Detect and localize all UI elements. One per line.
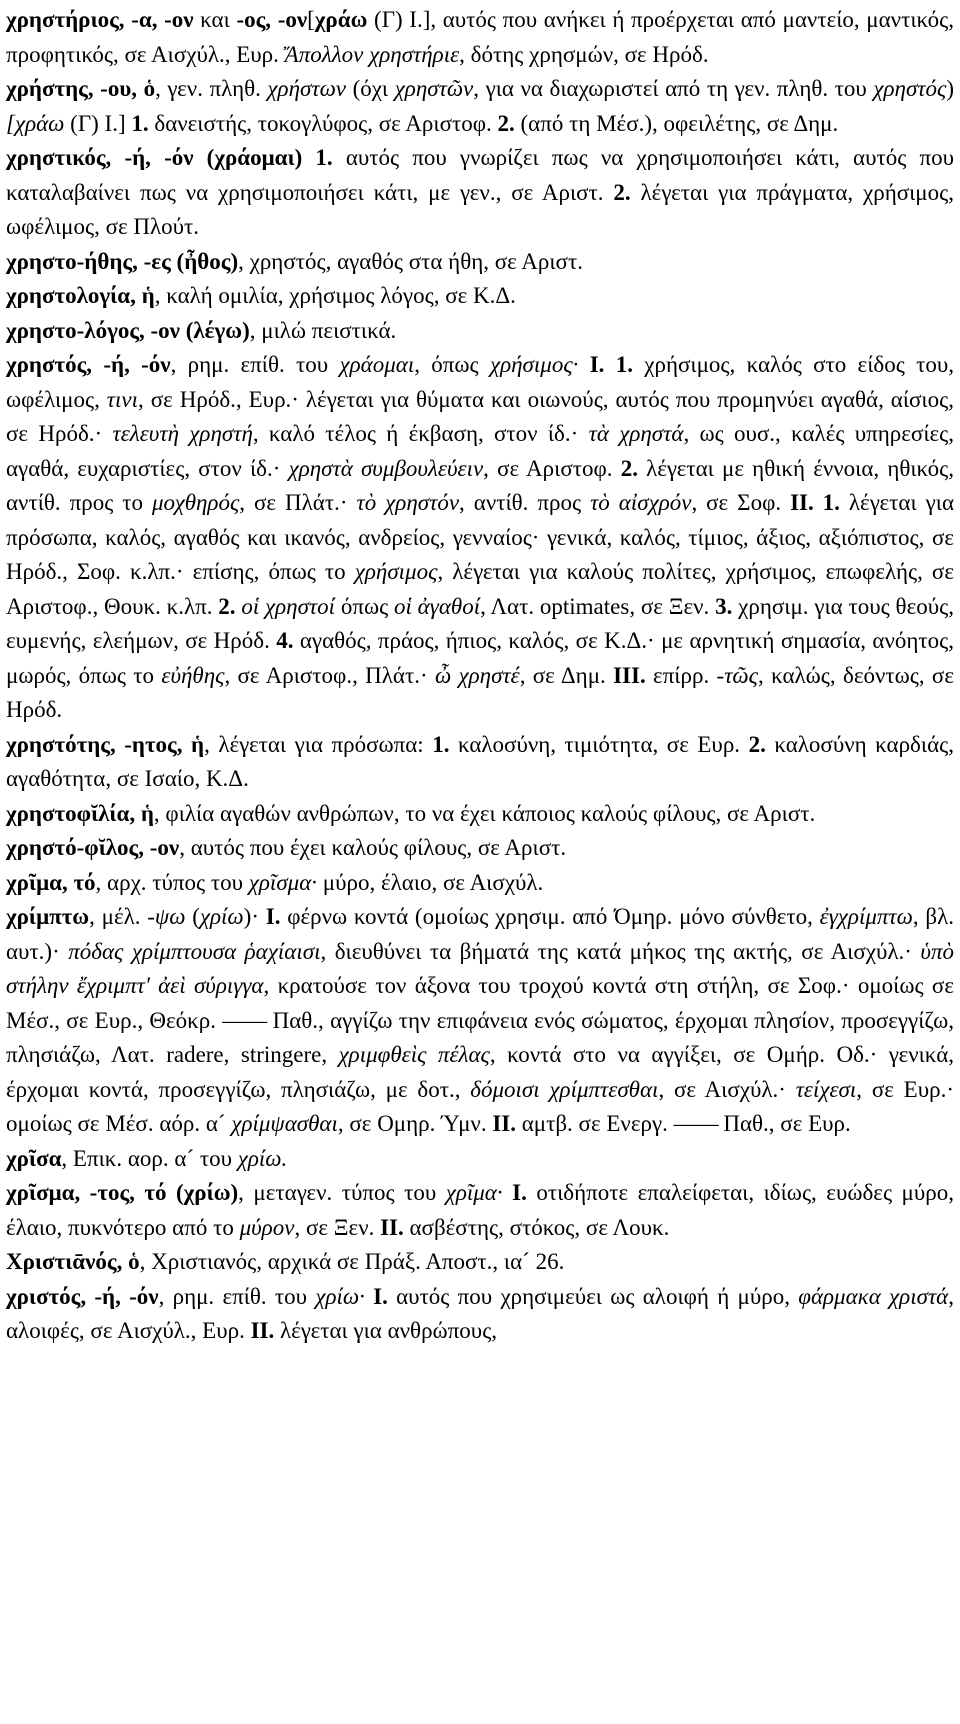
entry-text: οτιδήποτε επαλείφεται, ιδίως, ευώδες μύρο, έλαιο, πυκνότερο από το	[6, 1180, 955, 1240]
entry-text: , ως ουσ., καλές υπηρεσίες, αγαθά, ευχαριστίες, στον ίδ.·	[6, 421, 955, 481]
entry-text: , κρατούσε τον άξονα του τροχού κοντά στη στήλη, σε Σοφ.· ομοίως σε Μέσ., σε Ευρ., Θεόκρ.	[6, 973, 954, 1033]
sense-number: -ος, -ον	[236, 7, 308, 32]
entry-text	[302, 145, 315, 170]
entry-text: , λέγεται για καλούς πολίτες, χρήσιμος, επωφελής, σε Αριστοφ., Θουκ. κ.λπ.	[6, 559, 954, 619]
entry-text: , σε Αριστοφ., Πλάτ.·	[224, 662, 435, 688]
greek-citation: εὐήθης	[161, 662, 225, 688]
entry-text: , για να διαχωριστεί από τη γεν. πληθ. του	[473, 76, 874, 101]
greek-citation: χριμφθεὶς πέλας	[338, 1042, 490, 1067]
entry-text: λέγεται για πρόσωπα, καλός, αγαθός και ικανός, ανδρείος, γενναίος· γενικά, καλός, τίμιος, άξιος, αξιόπιστος, σε Ηρόδ., Σοφ. κ.λπ.· επίσης, όπως το	[6, 490, 954, 584]
entry-text: (	[185, 904, 200, 929]
entry-text: και	[193, 7, 237, 32]
entry-text: , χρηστός, αγαθός στα ήθη, σε Αριστ.	[238, 248, 583, 274]
entry-text: , όπως	[414, 352, 490, 377]
entry-text: , σε Ευρ.· ομοίως σε Μέσ. αόρ. α´	[6, 1076, 954, 1136]
entry-text: , σε Πλάτ.·	[239, 490, 357, 515]
entry-text: , φιλία αγαθών ανθρώπων, το να έχει κάποιος καλούς φίλους, σε Αριστ.	[153, 800, 816, 826]
sense-number: 2.	[218, 593, 236, 619]
sense-number: 2.	[748, 731, 766, 757]
dictionary-entry	[6, 831, 954, 866]
entry-headword: χρίμπτω	[6, 904, 90, 929]
greek-citation: φάρμακα χριστά	[798, 1283, 949, 1309]
entry-text: Παθ., σε Ευρ.	[717, 1111, 851, 1136]
entry-text: , μιλώ πειστικά.	[249, 317, 397, 343]
sense-number: 2.	[497, 110, 515, 136]
entry-text: λέγεται για ανθρώπους,	[274, 1318, 498, 1343]
entry-text: , αυτός που έχει καλούς φίλους, σε Αριστ.	[179, 835, 567, 860]
entry-text: καλοσύνη, τιμιότητα, σε Ευρ.	[449, 731, 749, 757]
entry-text: )·	[243, 904, 266, 929]
greek-citation: χρηστός	[873, 76, 947, 101]
entry-headword: χρηστός, -ή, -όν	[6, 352, 171, 377]
entry-text: ασβέστης, στόκος, σε Λουκ.	[403, 1214, 670, 1240]
entry-headword: χρηστολογία, ἡ	[6, 283, 155, 308]
greek-citation: τείχεσι	[795, 1076, 857, 1102]
sense-number: 1.	[131, 110, 149, 136]
entry-text: , σε Αισχύλ.·	[658, 1076, 796, 1102]
greek-citation: ὑπὸ στήλην ἔχριμπτ' ἀεὶ σύριγγα	[6, 938, 954, 998]
entry-text: , κοντά στο να αγγίξει, σε Ομήρ. Οδ.· γενικά, έρχομαι κοντά, προσεγγίζω, πλησιάζω, με δοτ.,	[6, 1042, 954, 1102]
entry-text: αυτός που γνωρίζει πως να χρησιμοποιήσει κάτι, αυτός που καταλαβαίνει πως να χρησιμοποιήσει κάτι, με γεν., σε Αριστ.	[6, 145, 955, 205]
em-dash: ——	[222, 1007, 267, 1033]
entry-headword: χρῖμα, τό	[6, 869, 96, 895]
greek-citation: χράομαι	[339, 352, 415, 377]
greek-citation: χρήστων	[267, 76, 347, 101]
entry-text: , διευθύνει τα βήματά της κατά μήκος της ακτής, σε Αισχύλ.·	[320, 938, 921, 964]
sense-number: 4.	[276, 628, 294, 653]
dictionary-entry	[6, 900, 954, 1142]
greek-citation: τὰ χρηστά	[588, 421, 684, 446]
entry-headword: χριστός, -ή, -όν	[6, 1283, 159, 1309]
entry-headword: χρηστικός, -ή, -όν (χράομαι)	[6, 145, 303, 170]
entry-text: , καλώς, δεόντως, σε Ηρόδ.	[6, 662, 954, 722]
entry-text: (όχι	[346, 76, 395, 101]
entry-headword: χρηστο-ήθης, -ες (ἦθος)	[6, 248, 239, 274]
entry-text: λέγεται για πράγματα, χρήσιμος, ωφέλιμος, σε Πλούτ.	[6, 179, 954, 239]
entry-text: αμτβ. σε Ενεργ.	[515, 1111, 674, 1136]
entry-headword: χρηστό-φῐλος, -ον	[6, 835, 180, 860]
entry-headword: χρηστότης, -ητος, ἡ	[6, 731, 205, 757]
entry-text: αυτός που χρησιμεύει ως αλοιφή ή μύρο,	[387, 1283, 799, 1309]
sense-number: ΙΙΙ.	[613, 662, 646, 688]
greek-citation: χρηστῶν	[394, 76, 474, 101]
entry-text: , αντίθ. προς	[459, 490, 591, 515]
dictionary-entry	[6, 141, 954, 245]
greek-citation: μοχθηρός	[152, 490, 240, 515]
greek-citation: ἐγχρίμπτω	[819, 904, 913, 929]
greek-citation: μύρον	[239, 1214, 295, 1240]
sense-number: 2.	[620, 455, 638, 481]
greek-citation: δόμοισι χρίμπτεσθαι	[470, 1076, 659, 1102]
dictionary-entry	[6, 348, 954, 728]
entry-text: (Γ) Ι.], αυτός που ανήκει ή προέρχεται από μαντείο, μαντικός, προφητικός, σε Αισχύλ., Ευρ.	[6, 7, 954, 67]
sense-number: 1.	[315, 145, 333, 170]
entry-text: επίρρ.	[645, 662, 717, 688]
greek-citation: χρίω.	[237, 1145, 288, 1171]
entry-text: καλοσύνη καρδιάς, αγαθότητα, σε Ισαίο, Κ.Δ.	[6, 731, 954, 791]
sense-number: ΙΙ.	[492, 1111, 516, 1136]
sense-number: Ι.	[373, 1283, 388, 1309]
dictionary-entry	[6, 797, 954, 832]
em-dash: ——	[673, 1111, 718, 1136]
entry-text: [	[307, 7, 315, 32]
greek-citation: τελευτὴ χρηστή	[112, 421, 253, 446]
dictionary-entry	[6, 1245, 954, 1280]
greek-citation: οἱ χρηστοί	[241, 593, 336, 619]
sense-number: 2.	[613, 179, 631, 205]
entry-text: μύρο, έλαιο, σε Αισχύλ.	[317, 869, 544, 895]
sense-number: ΙΙ. 1.	[790, 490, 840, 515]
entry-text: Παθ., αγγίζω την επιφάνεια ενός σώματος, έρχομαι πλησίον, προσεγγίζω, πλησιάζω, Λατ. radere, stringere,	[6, 1007, 954, 1067]
entry-headword: Χριστιᾱνός, ὁ	[6, 1249, 140, 1274]
greek-citation: χρηστὰ συμβουλεύειν	[288, 455, 484, 481]
greek-citation: Ἄπολλον χρηστήριε	[284, 41, 460, 67]
entry-text: , μέλ.	[89, 904, 148, 929]
entry-text	[365, 1284, 373, 1309]
greek-citation: χρίω·	[315, 1283, 365, 1309]
entry-headword: χρῖσα	[6, 1145, 62, 1171]
entry-text: , Επικ. αορ. α´ του	[61, 1145, 238, 1171]
dictionary-entry	[6, 314, 954, 349]
entry-text: , Λατ. optimates, σε Ξεν.	[480, 593, 716, 619]
greek-citation: χρήσιμος	[354, 559, 438, 584]
entry-text: , ρημ. επίθ. του	[158, 1283, 316, 1309]
greek-citation: τινι	[106, 386, 139, 412]
sense-number: χράω	[314, 7, 368, 32]
greek-citation: πόδας χρίμπτουσα ῥαχίαισι	[68, 938, 321, 964]
entry-text: , καλό τέλος ή έκβαση, στον ίδ.·	[252, 421, 589, 446]
entry-text: όπως	[335, 593, 394, 619]
entry-text: , σε Ομηρ. Ύμν.	[337, 1111, 493, 1136]
entry-headword: χρηστοφῐλία, ἡ	[6, 800, 154, 826]
entry-text: , σε Αριστοφ.	[483, 455, 621, 481]
entry-text: , σε Δημ.	[519, 662, 614, 688]
entry-text: , βλ. αυτ.)·	[6, 904, 954, 964]
entry-text: χρησιμ. για τους θεούς, ευμενής, ελεήμων, σε Ηρόδ.	[6, 593, 954, 653]
entry-text: (Γ) Ι.]	[64, 110, 132, 136]
greek-citation: ὦ χρηστέ	[434, 662, 520, 688]
entry-text: , σε Σοφ.	[691, 490, 791, 515]
entry-text: , λέγεται για πρόσωπα:	[204, 731, 433, 757]
entry-text: φέρνω κοντά (ομοίως χρησιμ. από Όμηρ. μόνο σύνθετο,	[280, 904, 820, 929]
sense-number: 1.	[432, 731, 450, 757]
entry-text: , δότης χρησμών, σε Ηρόδ.	[459, 41, 709, 67]
entry-headword: χρήστης, -ου, ὁ	[6, 76, 156, 101]
sense-number: ΙΙ.	[380, 1214, 404, 1240]
entry-text: , μεταγεν. τύπος του	[238, 1180, 446, 1205]
entry-text: αγαθός, πράος, ήπιος, καλός, σε Κ.Δ.· με αρνητική σημασία, ανόητος, μωρός, όπως το	[6, 628, 954, 688]
entry-text	[503, 1180, 513, 1205]
entry-text: , αλοιφές, σε Αισχύλ., Ευρ.	[6, 1283, 954, 1343]
greek-citation: -τῶς	[716, 662, 758, 688]
greek-citation: [χράω	[6, 110, 65, 136]
dictionary-entry	[6, 728, 954, 797]
entry-headword: χρηστο-λόγος, -ον (λέγω)	[6, 317, 250, 343]
entry-text: , καλή ομιλία, χρήσιμος λόγος, σε Κ.Δ.	[154, 283, 516, 308]
greek-citation: χρίω	[199, 904, 244, 929]
dictionary-entry	[6, 279, 954, 314]
entry-text: χρήσιμος, καλός στο είδος του, ωφέλιμος,	[6, 352, 955, 412]
dictionary-entry	[6, 866, 954, 901]
greek-citation: χρῖμα·	[445, 1180, 503, 1205]
entry-text: , αρχ. τύπος του	[95, 869, 249, 895]
entry-text: , σε Ηρόδ., Ευρ.· λέγεται για θύματα και οιωνούς, αυτός που προμηνύει αγαθά, αίσιος, σε Ηρόδ.·	[6, 386, 954, 446]
sense-number: Ι.	[265, 904, 281, 929]
greek-citation: χρίμψασθαι	[231, 1111, 338, 1136]
entry-text: )	[946, 76, 955, 101]
greek-citation: χρήσιμος·	[489, 352, 579, 377]
dictionary-entry	[6, 1142, 954, 1177]
greek-citation: τὸ χρηστόν	[356, 490, 460, 515]
entry-headword: χρῖσμα, -τος, τό (χρίω)	[6, 1180, 239, 1205]
greek-citation: οἱ ἀγαθοί	[394, 593, 481, 619]
entry-text: (από τη Μέσ.), οφειλέτης, σε Δημ.	[514, 110, 839, 136]
dictionary-entry	[6, 245, 954, 280]
entry-text: , γεν. πληθ.	[155, 76, 268, 101]
dictionary-entry	[6, 1280, 954, 1349]
sense-number: 3.	[715, 593, 733, 619]
entry-headword: χρηστήριος, -α, -ον	[6, 7, 194, 32]
entry-text: , σε Ξεν.	[294, 1214, 381, 1240]
greek-citation: τὸ αἰσχρόν	[590, 490, 692, 515]
greek-citation: -ψω	[147, 904, 186, 929]
entry-text: , ρημ. επίθ. του	[170, 352, 340, 377]
dictionary-entry	[6, 72, 954, 141]
entry-text: λέγεται με ηθική έννοια, ηθικός, αντίθ. προς το	[6, 455, 954, 515]
entry-text	[578, 352, 589, 377]
greek-citation: χρῖσμα·	[248, 869, 318, 895]
entry-text: , Χριστιανός, αρχικά σε Πράξ. Αποστ., ια´ 26.	[139, 1249, 565, 1274]
sense-number: Ι.	[512, 1180, 527, 1205]
sense-number: ΙΙ.	[250, 1318, 275, 1343]
entry-text: δανειστής, τοκογλύφος, σε Αριστοφ.	[148, 110, 498, 136]
sense-number: Ι. 1.	[589, 352, 633, 377]
dictionary-entry	[6, 1176, 954, 1245]
dictionary-entry	[6, 3, 954, 72]
